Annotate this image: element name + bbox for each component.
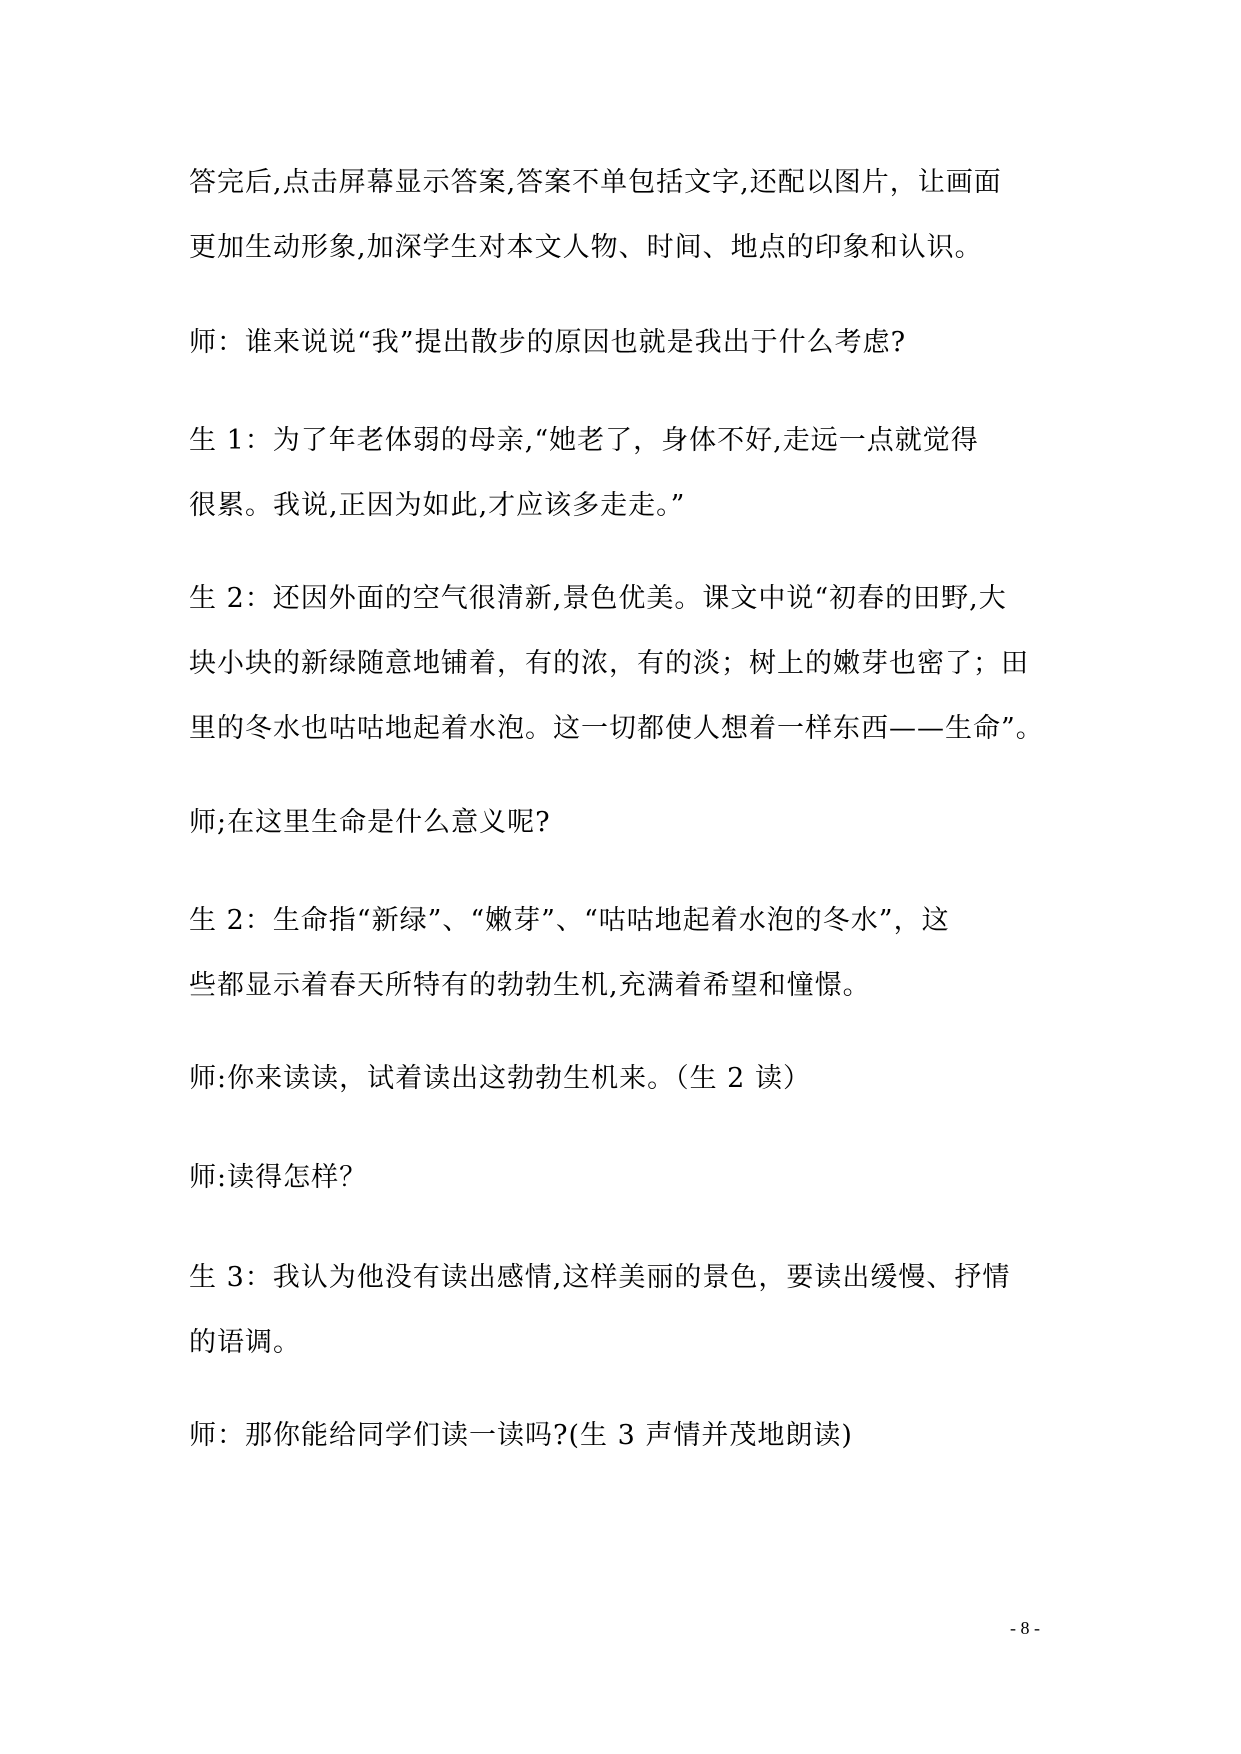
- paragraph-teacher-question-2: [189, 790, 1069, 855]
- text-line: 师：那你能给同学们读一读吗?(生 3 声情并茂地朗读): [189, 1420, 853, 1451]
- text-line: 生 2：还因外面的空气很清新,景色优美。课文中说“初春的田野,大: [189, 583, 1007, 614]
- text-line: 生 3：我认为他没有读出感情,这样美丽的景色，要读出缓慢、抒情: [189, 1262, 1011, 1293]
- text-line: 些都显示着春天所特有的勃勃生机,充满着希望和憧憬。: [189, 970, 871, 1001]
- text-line: 师:你来读读，试着读出这勃勃生机来。（生 2 读）: [189, 1063, 811, 1094]
- text-line: 的语调。: [189, 1327, 301, 1358]
- text-line: 师：谁来说说“我”提出散步的原因也就是我出于什么考虑?: [189, 327, 907, 358]
- text-line: 里的冬水也咕咕地起着水泡。这一切都使人想着一样东西——生命”。: [189, 713, 1044, 744]
- paragraph-teacher-question-1: [189, 310, 1069, 375]
- text-line: 师;在这里生命是什么意义呢?: [189, 807, 551, 838]
- text-line: 答完后,点击屏幕显示答案,答案不单包括文字,还配以图片，让画面: [189, 167, 1002, 198]
- text-line: 师:读得怎样？: [189, 1162, 368, 1193]
- paragraph-teacher-evaluation: [189, 1145, 1069, 1210]
- paragraph-answer-display: [189, 150, 1069, 280]
- paragraph-student-1-answer: [189, 408, 1069, 538]
- text-line: 生 2：生命指“新绿”、“嫩芽”、“咕咕地起着水泡的冬水”，这: [189, 905, 950, 936]
- paragraph-student-3-comment: [189, 1245, 1069, 1375]
- text-line: 更加生动形象,加深学生对本文人物、时间、地点的印象和认识。: [189, 232, 983, 263]
- text-line: 块小块的新绿随意地铺着，有的浓，有的淡；树上的嫩芽也密了；田: [189, 648, 1029, 679]
- text-line: 很累。我说,正因为如此,才应该多走走。”: [189, 490, 686, 521]
- paragraph-teacher-invite: [189, 1403, 1069, 1468]
- text-line: 生 1：为了年老体弱的母亲,“她老了，身体不好,走远一点就觉得: [189, 425, 979, 456]
- paragraph-teacher-read-request: [189, 1046, 1069, 1111]
- paragraph-student-2-meaning: [189, 888, 1069, 1018]
- page-number: - 8 -: [1010, 1618, 1040, 1638]
- paragraph-student-2-answer: [189, 566, 1069, 761]
